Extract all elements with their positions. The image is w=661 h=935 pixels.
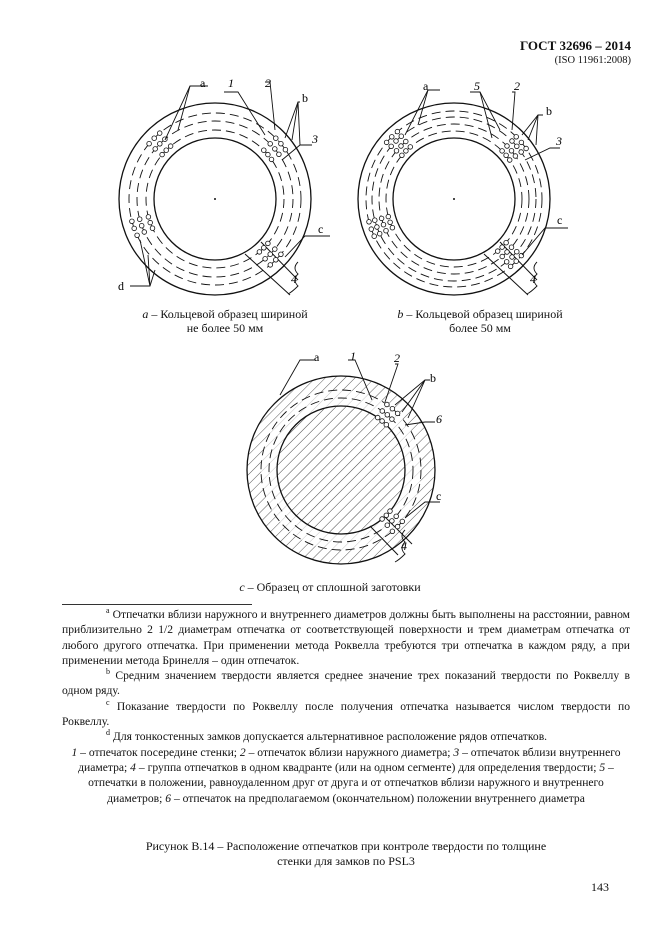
indent-mark — [153, 147, 158, 152]
indent-mark — [274, 136, 279, 141]
footnote-d — [62, 729, 630, 744]
indent-mark — [262, 246, 267, 251]
indent-mark — [505, 144, 510, 149]
indent-mark — [500, 254, 505, 259]
figure-caption-line: Рисунок В.14 – Расположение отпечатков при контроле твердости по толщине — [145, 839, 547, 853]
footnote-mark: d — [106, 728, 110, 738]
label-5: 5 — [474, 79, 480, 93]
indent-mark — [266, 241, 271, 246]
label-4: 4 — [530, 272, 536, 286]
indent-mark — [381, 222, 386, 227]
indent-mark — [262, 148, 267, 153]
indent-mark — [514, 259, 519, 264]
legend-number: 2 — [239, 745, 246, 759]
label-b: b — [430, 371, 436, 385]
indent-mark — [279, 141, 284, 146]
footnote-text: Показание твердости по Роквеллу после получения отпечатка называется числом твердости по Роквеллу. — [62, 699, 630, 729]
indent-mark — [389, 144, 394, 149]
indent-mark — [160, 152, 165, 157]
label-6: 6 — [436, 412, 442, 426]
indent-mark — [135, 233, 140, 238]
indent-mark — [268, 252, 273, 257]
footnote-mark: c — [106, 697, 110, 707]
indent-mark — [500, 245, 505, 250]
caption-figure-a — [95, 307, 355, 335]
indent-mark — [505, 250, 510, 255]
indent-mark — [504, 260, 509, 265]
indent-mark — [137, 217, 142, 222]
indent-mark — [148, 220, 153, 225]
indent-mark — [268, 142, 273, 147]
indent-mark — [510, 139, 515, 144]
caption-text: – Кольцевой образец шириной — [148, 307, 308, 321]
indent-mark — [150, 226, 155, 231]
label-a: a — [314, 350, 320, 364]
caption-letter: b — [397, 307, 404, 321]
figure-legend — [62, 745, 630, 806]
label-d: d — [118, 279, 124, 293]
caption-figure-c — [180, 580, 480, 594]
label-b: b — [302, 91, 308, 105]
indent-mark — [390, 529, 395, 534]
indent-mark — [274, 258, 279, 263]
indent-mark — [367, 220, 372, 225]
legend-text: – группа отпечатков в одном квадранте (или на одном сегменте) для определения твердости; — [135, 760, 600, 774]
indent-mark — [495, 249, 500, 254]
indent-mark — [390, 519, 395, 524]
indent-mark — [377, 231, 382, 236]
indent-mark — [132, 226, 137, 231]
indent-mark — [279, 252, 284, 257]
page-number: 143 — [591, 880, 609, 894]
indent-mark — [510, 255, 515, 260]
footnote-a — [62, 607, 630, 668]
label-a: a — [423, 79, 429, 93]
indent-mark — [373, 218, 378, 223]
label-a: a — [200, 76, 206, 90]
caption-text: – Кольцевой образец шириной — [403, 307, 563, 321]
legend-text: – отпечаток на предполагаемом (окончательном) положении внутреннего диаметра — [171, 791, 585, 805]
footnote-text: Для тонкостенных замков допускается альтернативное расположение рядов отпечатков. — [112, 730, 548, 744]
indent-mark — [519, 150, 524, 155]
caption-figure-b — [350, 307, 610, 335]
indent-mark — [384, 513, 389, 518]
figure-caption-line: стенки для замков по PSL3 — [277, 854, 415, 868]
label-2: 2 — [265, 76, 271, 90]
caption-letter: a — [142, 307, 149, 321]
ring-diagram-b — [358, 79, 568, 295]
indent-mark — [266, 152, 271, 157]
indent-mark — [273, 147, 278, 152]
indent-mark — [372, 234, 377, 239]
indent-mark — [500, 149, 505, 154]
indent-mark — [515, 249, 520, 254]
indent-mark — [380, 419, 385, 424]
legend-text: – отпечаток вблизи наружного диаметра; — [245, 745, 454, 759]
indent-mark — [380, 409, 385, 414]
indent-marks — [367, 129, 529, 268]
caption-letter: c — [239, 580, 245, 594]
center-point — [453, 198, 455, 200]
indent-mark — [524, 146, 529, 151]
footnote-c — [62, 699, 630, 730]
indent-mark — [375, 415, 380, 420]
indent-mark — [385, 402, 390, 407]
indent-mark — [509, 149, 514, 154]
footnote-text: Средним значением твердости является среднее значение трех показаний твердости по Роквеллу в одном ряду. — [62, 669, 630, 698]
indent-mark — [388, 220, 393, 225]
indent-mark — [519, 140, 524, 145]
footnote-text: Отпечатки вблизи наружного и внутреннего диаметров должны быть выполнены на расстоянии, равном приблизительно 2 1/2 диаметрам отпечатка от соответствующей поверхности и трем диаметрам отпечатка от любого другого отпечатка. При применении метода Роквелла требуются три отпечатка в каждом ряду, а при применении метода Бринелля – один отпечаток. — [62, 608, 630, 667]
indent-mark — [395, 524, 400, 529]
indent-mark — [404, 139, 409, 144]
indent-mark — [385, 413, 390, 418]
indent-mark — [384, 140, 389, 145]
standard-number: ГОСТ 32696 – 2014 — [519, 38, 631, 53]
label-3: 3 — [312, 132, 318, 146]
indent-mark — [513, 154, 518, 159]
label-1: 1 — [228, 76, 234, 90]
solid-bar-diagram-c — [247, 349, 442, 564]
indent-mark — [504, 153, 509, 158]
indent-mark — [388, 509, 393, 514]
indent-mark — [394, 139, 399, 144]
indent-mark — [390, 135, 395, 140]
label-b: b — [546, 104, 552, 118]
indent-mark — [139, 223, 144, 228]
legend-number: 5 — [599, 760, 606, 774]
indent-mark — [504, 240, 509, 245]
indent-mark — [158, 142, 163, 147]
indent-mark — [515, 144, 520, 149]
indent-mark — [380, 517, 385, 522]
indent-mark — [130, 219, 135, 224]
label-2: 2 — [514, 79, 520, 93]
indent-mark — [394, 514, 399, 519]
indent-mark — [386, 214, 391, 219]
indent-mark — [257, 250, 262, 255]
label-2: 2 — [394, 351, 400, 365]
label-4: 4 — [401, 539, 407, 553]
label-c: c — [318, 222, 324, 236]
indent-mark — [385, 523, 390, 528]
indent-mark — [146, 215, 151, 220]
indent-mark — [390, 417, 395, 422]
indent-mark — [277, 152, 282, 157]
footnote-mark: b — [106, 667, 110, 677]
indent-mark — [168, 144, 173, 149]
indent-mark — [268, 263, 273, 268]
indent-mark — [395, 129, 400, 134]
indent-mark — [379, 216, 384, 221]
indent-mark — [152, 136, 157, 141]
footnote-separator — [62, 604, 252, 605]
label-c: c — [557, 213, 563, 227]
indent-mark — [408, 145, 413, 150]
indent-mark — [269, 157, 274, 162]
footnote-mark: a — [106, 606, 110, 616]
indent-mark — [400, 153, 405, 158]
indent-mark — [395, 411, 400, 416]
indent-mark — [394, 149, 399, 154]
indent-mark — [147, 141, 152, 146]
indent-mark — [142, 230, 147, 235]
indent-mark — [404, 149, 409, 154]
caption-text: не более 50 мм — [186, 321, 264, 335]
indent-mark — [508, 264, 513, 269]
legend-number: 1 — [71, 745, 78, 759]
caption-text: более 50 мм — [449, 321, 511, 335]
legend-text: – отпечаток посередине стенки; — [77, 745, 240, 759]
indent-mark — [400, 519, 405, 524]
caption-text: – Образец от сплошной заготовки — [244, 580, 421, 594]
label-c: c — [436, 489, 442, 503]
label-1: 1 — [350, 349, 356, 363]
indent-mark — [384, 422, 389, 427]
ring-diagram-a — [118, 76, 330, 295]
legend-text: – отпечатки в положении, равноудаленном друг от друга и от отпечатков вблизи наружного и внутреннего диаметров; — [88, 760, 614, 805]
indent-mark — [375, 225, 380, 230]
legend-text: – отпечаток вблизи внутреннего диаметра; — [78, 745, 621, 774]
indent-mark — [399, 144, 404, 149]
footnote-b — [62, 668, 630, 699]
indent-mark — [157, 131, 162, 136]
indent-mark — [509, 245, 514, 250]
leaders-a — [130, 82, 330, 294]
indent-mark — [399, 134, 404, 139]
iso-reference: (ISO 11961:2008) — [554, 55, 631, 66]
figure-caption — [62, 839, 630, 869]
center-point — [214, 198, 216, 200]
indent-mark — [390, 406, 395, 411]
legend-number: 6 — [165, 791, 172, 805]
label-4: 4 — [291, 272, 297, 286]
indent-mark — [263, 257, 268, 262]
legend-number: 3 — [453, 745, 460, 759]
label-3: 3 — [556, 134, 562, 148]
sector-line — [245, 254, 290, 295]
leaders-b — [405, 90, 568, 294]
indent-mark — [390, 225, 395, 230]
footnotes — [62, 607, 630, 806]
indent-mark — [507, 158, 512, 163]
indent-mark — [283, 147, 288, 152]
indent-mark — [514, 135, 519, 140]
indent-mark — [384, 228, 389, 233]
indent-mark — [164, 148, 169, 153]
indent-mark — [273, 247, 278, 252]
indent-mark — [369, 227, 374, 232]
legend-number: 4 — [130, 760, 136, 774]
